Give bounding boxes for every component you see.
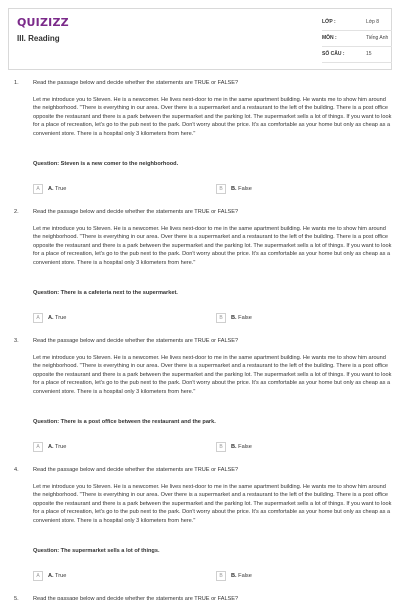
option-a[interactable] xyxy=(33,180,66,190)
question-prompt: Read the passage below and decide whether the statements are TRUE or FALSE? xyxy=(33,596,239,600)
option-letter-box: B xyxy=(216,313,226,323)
question-prompt: Read the passage below and decide whether the statements are TRUE or FALSE? xyxy=(33,338,239,344)
option-a[interactable] xyxy=(33,309,66,319)
question-number: 4. xyxy=(14,467,19,473)
reading-passage: Let me introduce you to Steven. He is a newcomer. He lives next-door to me in the same apartment building. He wants me to show him around the neighborhood. "There is everything in our area. Over there is a supermarket and a restaurant to the left of the building. There is a post office opposite the restaurant and there is a park between the supermarket and the parking lot. The supermarket sells a lot of things. If you want to look for a place of recreation, let's go to the pub next to the park. Don't worry about the price. It's as comfortable as your home but only as cheap as a convenient store. There is a hospital only 3 kilometers from here." xyxy=(33,355,392,395)
option-text xyxy=(231,573,252,579)
reading-passage: Let me introduce you to Steven. He is a newcomer. He lives next-door to me in the same apartment building. He wants me to show him around the neighborhood. "There is everything in our area. Over there is a supermarket and a restaurant to the left of the building. There is a post office opposite the restaurant and there is a park between the supermarket and the parking lot. The supermarket sells a lot of things. If you want to look for a place of recreation, let's go to the pub next to the park. Don't worry about the price. It's as comfortable as your home but only as cheap as a convenient store. There is a hospital only 3 kilometers from here." xyxy=(33,484,392,524)
option-value: False xyxy=(238,185,252,192)
meta-value: 15 xyxy=(366,51,372,57)
option-text xyxy=(48,186,66,192)
question-item xyxy=(0,338,400,467)
option-text xyxy=(48,315,66,321)
option-value: False xyxy=(238,443,252,450)
option-value: False xyxy=(238,314,252,321)
question-statement: Question: The supermarket sells a lot of things. xyxy=(33,548,160,554)
meta-label: MÔN : xyxy=(322,35,337,41)
question-number: 1. xyxy=(14,80,19,86)
option-value: True xyxy=(55,443,67,450)
option-value: True xyxy=(55,314,67,321)
meta-row-subject xyxy=(322,33,392,47)
reading-passage: Let me introduce you to Steven. He is a newcomer. He lives next-door to me in the same apartment building. He wants me to show him around the neighborhood. "There is everything in our area. Over there is a supermarket and a restaurant to the left of the building. There is a post office opposite the restaurant and there is a park between the supermarket and the parking lot. The supermarket sells a lot of things. If you want to look for a place of recreation, let's go to the pub next to the park. Don't worry about the price. It's as comfortable as your home but only as cheap as a convenient store. There is a hospital only 3 kilometers from here." xyxy=(33,97,392,137)
option-value: False xyxy=(238,572,252,579)
option-label: B. xyxy=(231,443,237,450)
option-b[interactable] xyxy=(216,567,252,577)
option-label: B. xyxy=(231,572,237,579)
meta-row-class xyxy=(322,17,392,31)
question-statement: Question: There is a post office between the restaurant and the park. xyxy=(33,419,216,425)
option-letter-box: B xyxy=(216,571,226,581)
section-title: III. Reading xyxy=(17,34,60,43)
question-statement: Question: Steven is a new comer to the neighborhood. xyxy=(33,161,179,167)
meta-value: Tiếng Anh xyxy=(366,35,389,41)
option-label: A. xyxy=(48,185,54,192)
meta-info xyxy=(322,17,392,65)
option-label: A. xyxy=(48,314,54,321)
option-b[interactable] xyxy=(216,180,252,190)
option-letter-box: A xyxy=(33,313,43,323)
option-a[interactable] xyxy=(33,567,66,577)
quizizz-logo: QUIZIZZ xyxy=(17,16,69,29)
option-text xyxy=(48,444,66,450)
question-item xyxy=(0,467,400,596)
option-label: B. xyxy=(231,185,237,192)
option-letter-box: B xyxy=(216,442,226,452)
option-label: B. xyxy=(231,314,237,321)
question-number: 5. xyxy=(14,596,19,600)
option-a[interactable] xyxy=(33,438,66,448)
question-prompt: Read the passage below and decide whether the statements are TRUE or FALSE? xyxy=(33,209,239,215)
question-statement: Question: There is a cafeteria next to the supermarket. xyxy=(33,290,178,296)
question-item xyxy=(0,80,400,209)
option-b[interactable] xyxy=(216,309,252,319)
meta-label: SỐ CÂU : xyxy=(322,51,345,57)
option-label: A. xyxy=(48,443,54,450)
option-letter-box: A xyxy=(33,184,43,194)
worksheet-header xyxy=(8,8,392,70)
option-letter-box: A xyxy=(33,571,43,581)
option-label: A. xyxy=(48,572,54,579)
meta-row-question-count xyxy=(322,49,392,63)
option-value: True xyxy=(55,572,67,579)
question-item xyxy=(0,209,400,338)
option-text xyxy=(48,573,66,579)
option-text xyxy=(231,315,252,321)
meta-label: LỚP : xyxy=(322,19,336,25)
question-prompt: Read the passage below and decide whether the statements are TRUE or FALSE? xyxy=(33,467,239,473)
question-item xyxy=(0,596,400,600)
meta-value: Lớp 8 xyxy=(366,19,380,25)
question-list xyxy=(0,80,400,600)
question-number: 3. xyxy=(14,338,19,344)
question-number: 2. xyxy=(14,209,19,215)
option-value: True xyxy=(55,185,67,192)
option-text xyxy=(231,444,252,450)
question-prompt: Read the passage below and decide whether the statements are TRUE or FALSE? xyxy=(33,80,239,86)
option-letter-box: B xyxy=(216,184,226,194)
option-text xyxy=(231,186,252,192)
option-letter-box: A xyxy=(33,442,43,452)
option-b[interactable] xyxy=(216,438,252,448)
reading-passage: Let me introduce you to Steven. He is a newcomer. He lives next-door to me in the same apartment building. He wants me to show him around the neighborhood. "There is everything in our area. Over there is a supermarket and a restaurant to the left of the building. There is a post office opposite the restaurant and there is a park between the supermarket and the parking lot. The supermarket sells a lot of things. If you want to look for a place of recreation, let's go to the pub next to the park. Don't worry about the price. It's as comfortable as your home but only as cheap as a convenient store. There is a hospital only 3 kilometers from here." xyxy=(33,226,392,266)
